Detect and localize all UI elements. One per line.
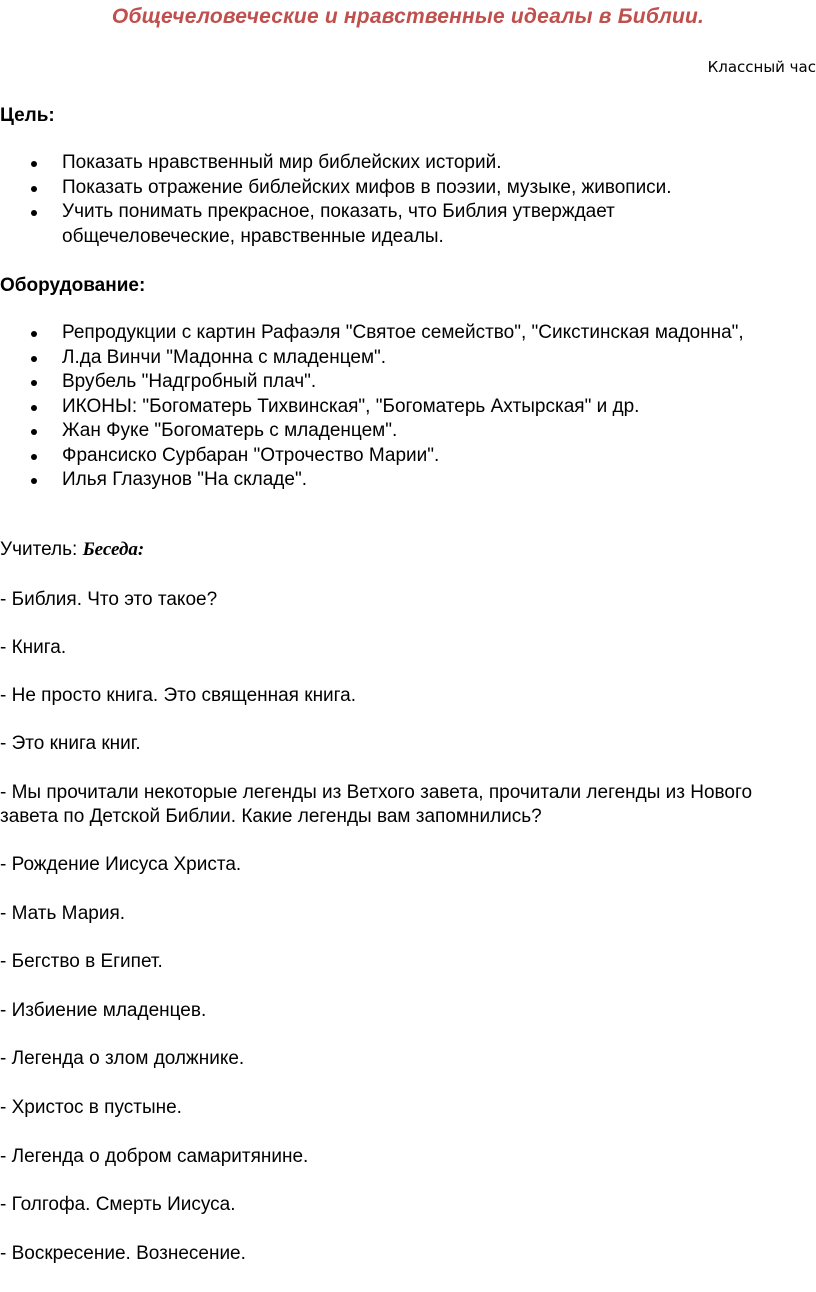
dialogue-line: - Мы прочитали некоторые легенды из Ветхого завета, прочитали легенды из Нового завета по Детской Библии. Какие легенды вам запомнились? <box>0 782 753 827</box>
dialogue-line: - Легенда о злом должнике. <box>0 1048 245 1069</box>
list-item <box>0 370 780 395</box>
dialogue-line: - Мать Мария. <box>0 903 126 924</box>
document-subtitle: Классный час <box>707 58 816 76</box>
bullet-icon <box>31 405 37 411</box>
dialogue-line: - Библия. Что это такое? <box>0 589 218 610</box>
list-item <box>0 395 780 420</box>
dialogue-line: - Избиение младенцев. <box>0 1000 207 1021</box>
dialogue-line: - Это книга книг. <box>0 733 141 754</box>
list-item <box>0 176 780 201</box>
bullet-icon <box>31 380 37 386</box>
bullet-icon <box>31 210 37 216</box>
document-title: Общечеловеческие и нравственные идеалы в Библии. <box>111 5 705 28</box>
bullet-icon <box>31 429 37 435</box>
teacher-line <box>0 538 780 562</box>
list-item <box>0 419 780 444</box>
bullet-icon <box>31 356 37 362</box>
list-item <box>0 321 780 346</box>
goal-item-text: Показать нравственный мир библейских историй. <box>62 152 502 173</box>
goal-item-text: Учить понимать прекрасное, показать, что Библия утверждает общечеловеческие, нравственные идеалы. <box>62 201 615 247</box>
teacher-label: Учитель: <box>0 539 83 560</box>
bullet-icon <box>31 186 37 192</box>
list-item <box>0 346 780 371</box>
dialogue-line: - Бегство в Египет. <box>0 951 163 972</box>
dialogue-line: - Воскресение. Вознесение. <box>0 1243 246 1264</box>
equipment-item-text: Врубель "Надгробный плач". <box>62 371 317 392</box>
equipment-list <box>0 321 780 493</box>
equipment-item-text: Репродукции с картин Рафаэля "Святое семейство", "Сикстинская мадонна", <box>62 322 744 343</box>
bullet-icon <box>31 331 37 337</box>
bullet-icon <box>31 454 37 460</box>
list-item <box>0 200 780 249</box>
list-item <box>0 151 780 176</box>
equipment-heading: Оборудование: <box>0 275 146 296</box>
dialogue-line: - Христос в пустыне. <box>0 1097 182 1118</box>
equipment-item-text: ИКОНЫ: "Богоматерь Тихвинская", "Богоматерь Ахтырская" и др. <box>62 395 640 417</box>
list-item <box>0 444 780 469</box>
dialogue-line: - Не просто книга. Это священная книга. <box>0 685 357 706</box>
goal-heading: Цель: <box>0 105 55 126</box>
bullet-icon <box>31 478 37 484</box>
dialogue-line: - Книга. <box>0 637 67 658</box>
list-item <box>0 468 780 493</box>
goal-item-text: Показать отражение библейских мифов в поэзии, музыке, живописи. <box>62 176 672 198</box>
dialogue-line: - Легенда о добром самаритянине. <box>0 1146 309 1167</box>
dialogue-line: - Рождение Иисуса Христа. <box>0 854 242 875</box>
equipment-item-text: Илья Глазунов "На складе". <box>62 469 307 490</box>
bullet-icon <box>31 161 37 167</box>
equipment-item-text: Л.да Винчи "Мадонна с младенцем". <box>62 346 387 368</box>
equipment-item-text: Франсиско Сурбаран "Отрочество Марии". <box>62 444 440 466</box>
goal-list <box>0 151 780 249</box>
dialogue-line: - Голгофа. Смерть Иисуса. <box>0 1194 236 1215</box>
teacher-emphasis: Беседа: <box>82 539 145 560</box>
equipment-item-text: Жан Фуке "Богоматерь с младенцем". <box>62 420 398 441</box>
